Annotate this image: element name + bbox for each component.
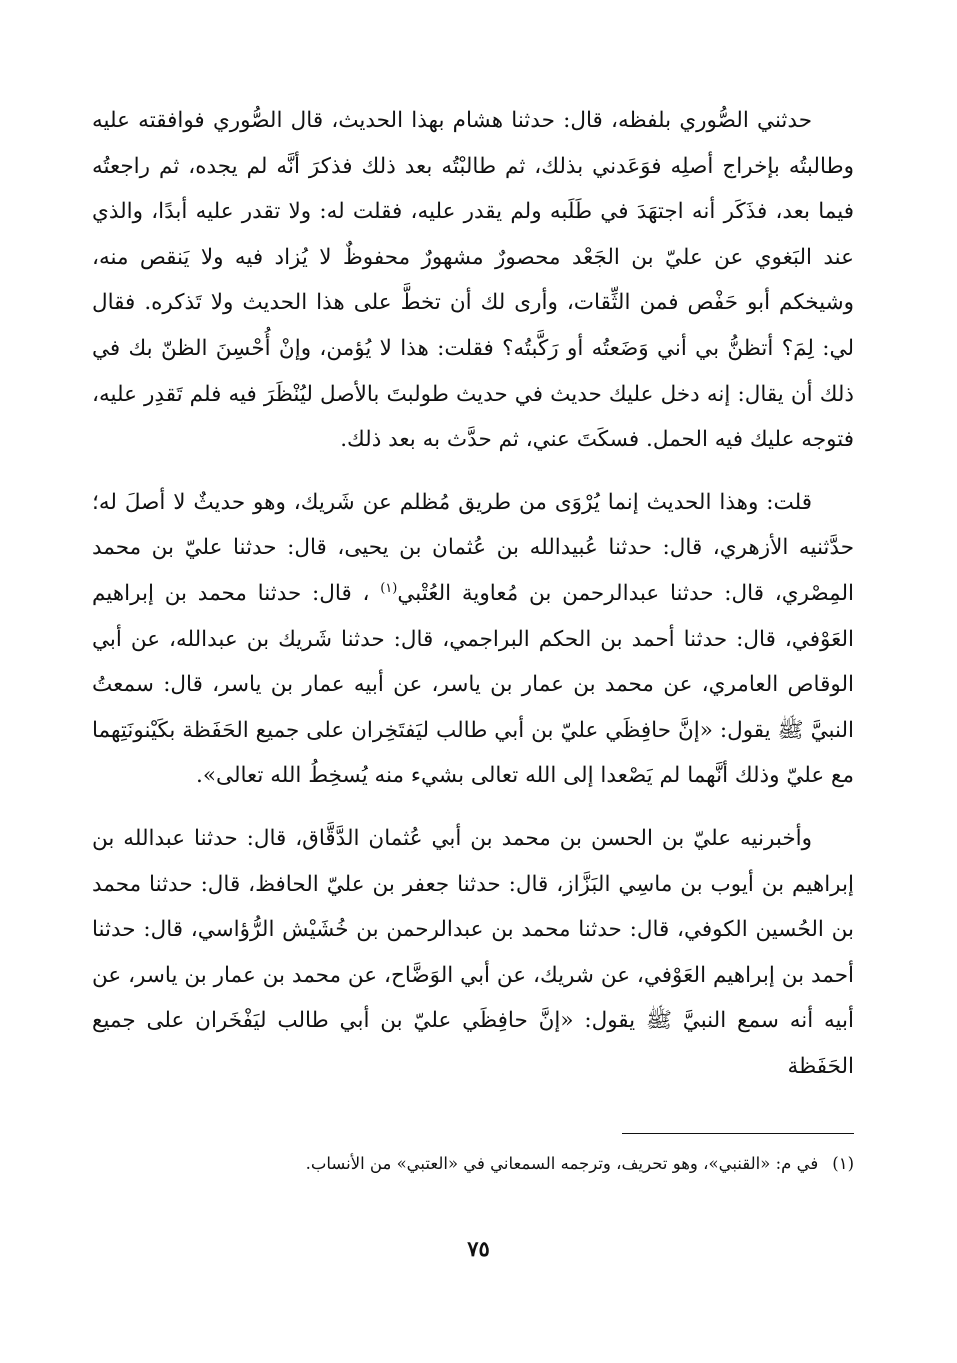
main-text [92, 98, 854, 1106]
paragraph-2-text-end: ، قال: حدثنا محمد بن إبراهيم العَوْفي، قال: حدثنا أحمد بن الحكم البراجمي، قال: حدثنا شَريك بن عبدالله، عن أبي الوقاص العامري، عن محمد بن عمار بن ياسر، عن أبيه عمار بن ياسر، قال: سمعتُ النبيَّ ﷺ يقول: «إنَّ حافِظَي عليّ بن أبي طالب ليَفتَخِران على جميع الحَفَظة بكَيْنونَتِهما مع عليّ وذلك أنَّهما لم يَصْعدا إلى الله تعالى بشيء منه يُسخِطُ الله تعالى». [92, 580, 854, 789]
paragraph-1-text: حدثني الصُّوري بلفظه، قال: حدثنا هشام بهذا الحديث، قال الصُّوري فوافقته عليه وطالبتُه بإخراج أصلِه فوَعَدني بذلك، ثم طالبْتُه بعد ذلك فذكرَ أنَّه لم يجده، ثم راجعتُه فيما بعد، فذَكَر أنه اجتهَدَ في طَلَبه ولم يقدر عليه، فقلت له: ولا تقدر عليه أبدًا، والذي عند البَغوي عن عليّ بن الجَعْد محصورٌ مشهورٌ محفوظٌ لا يُزاد فيه ولا يَنقص منه، وشيخكم أبو حَفْص فمن الثِّقات، وأرى لك أن تخطَّ على هذا الحديث ولا تَذكره. فقال لي: لِمَ؟ أتظنُّ بي أني وَضَعتُه أو رَكَّبتُه؟ فقلت: هذا لا يُؤمن، وإنْ أُحْسِنَ الظنّ بك في ذلك أن يقال: إنه دخل عليك حديث في حديث طولبتَ بالأصل ليُنْظَرَ فيه فلم تَقدِر عليه، فتوجه عليك فيه الحمل. فسكَتَ عني، ثم حدَّث به بعد ذلك. [92, 108, 854, 453]
footnote-reference[interactable]: (١) [380, 580, 398, 596]
paragraph-2 [92, 480, 854, 799]
footnote-number: (١) [832, 1154, 854, 1173]
paragraph-1 [92, 98, 854, 463]
page-number: ٧٥ [467, 1236, 490, 1261]
footnote-text: في م: «القنبي»، وهو تحريف، وترجمه السمعاني في «العتبي» من الأنساب. [305, 1154, 819, 1173]
paragraph-3 [92, 816, 854, 1090]
footnote [92, 1151, 854, 1177]
footnote-divider [622, 1133, 854, 1134]
paragraph-2-text-start: قلت: وهذا الحديث إنما يُرْوَى من طريق مُظلم عن شَريك، وهو حديثٌ لا أصلَ له؛ حدَّثنيه الأزهري، قال: حدثنا عُبيدالله بن عُثمان بن يحيى، قال: حدثنا عليّ بن محمد المِصْري، قال: حدثنا عبدالرحمن بن مُعاوية العُتْبي [92, 489, 854, 606]
paragraph-3-text: وأخبرنيه عليّ بن الحسن بن محمد بن أبي عُثمان الدَّقَّاق، قال: حدثنا عبدالله بن إبراهيم بن أيوب بن ماسِي البَزَّاز، قال: حدثنا جعفر بن عليّ الحافظ، قال: حدثنا محمد بن الحُسين الكوفي، قال: حدثنا محمد بن عبدالرحمن بن خُشَيْش الرُّؤاسي، قال: حدثنا أحمد بن إبراهيم العَوْفي، عن شريك، عن أبي الوَضَّاح، عن محمد بن عمار بن ياسر، عن أبيه أنه سمع النبيَّ ﷺ يقول: «إنَّ حافِظَي عليّ بن أبي طالب ليَفْخَران على جميع الحَفَظة [92, 825, 854, 1079]
